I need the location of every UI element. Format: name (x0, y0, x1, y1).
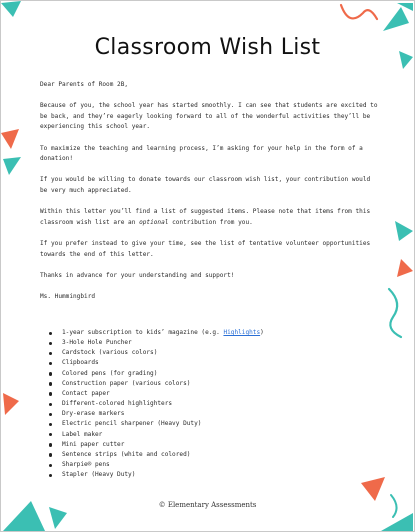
letter-signature: Ms. Hummingbird (40, 292, 96, 300)
wish-list-item: 3-Hole Hole Puncher (49, 338, 264, 348)
letter-paragraph-2: To maximize the teaching and learning process, I’m asking for your help in the form of a donation! (40, 144, 363, 163)
wish-list-item: Construction paper (various colors) (49, 379, 264, 389)
wish-list-item: Colored pens (for grading) (49, 369, 264, 379)
confetti-left-lower-decoration (1, 389, 23, 419)
letter-paragraph-4-emphasis: optional (139, 218, 169, 226)
letter-paragraph-5: If you prefer instead to give your time, see the list of tentative volunteer opportunities towards the end of this letter. (40, 239, 371, 258)
confetti-right-lower-decoration (381, 283, 415, 343)
letter-paragraph-4-text-a: Within this letter you’ll find a list of suggested items. Please note that items from this classroom wish list are an (40, 208, 371, 226)
letter-paragraph-4 (40, 207, 380, 228)
wish-list-item (49, 328, 264, 338)
wish-list-item: Clipboards (49, 358, 264, 368)
wish-list-item: Mini paper cutter (49, 440, 264, 450)
wish-list-item: Electric pencil sharpener (Heavy Duty) (49, 419, 264, 429)
confetti-right-middle-decoration (387, 219, 415, 281)
wish-list-item: Sharpie® pens (49, 460, 264, 470)
wish-list-item: Different-colored highlighters (49, 399, 264, 409)
confetti-left-middle-decoration (1, 127, 27, 179)
footer-copyright: © Elementary Assessments (158, 501, 257, 509)
wish-list-item: Sentence strips (white and colored) (49, 450, 264, 460)
letter-paragraph-4-text-b: contribution from you. (168, 218, 253, 226)
wish-list-item-text-suffix: ) (260, 329, 264, 336)
wish-list-item: Cardstock (various colors) (49, 348, 264, 358)
letter-greeting: Dear Parents of Room 2B, (40, 81, 129, 88)
letter-paragraph-3: If you would be willing to donate towards our classroom wish list, your contribution would be very much appreciated. (40, 176, 371, 194)
page-title: Classroom Wish List (94, 35, 321, 60)
letter-paragraph-6: Thanks in advance for your understanding and support! (40, 271, 235, 279)
confetti-top-left-decoration (0, 0, 39, 39)
wish-list-item: Contact paper (49, 389, 264, 399)
letter-paragraph-1: Because of you, the school year has started smoothly. I can see that students are excited to be back, and they’re eagerly looking forward to all of the wonderful activities they’ll be experiencing this school year. (40, 102, 378, 131)
wish-list-item: Stapler (Heavy Duty) (49, 470, 264, 480)
wish-list (49, 328, 264, 480)
highlights-link[interactable]: Highlights (223, 329, 261, 336)
letter-body (40, 80, 380, 313)
wish-list-item-text: 1-year subscription to kids’ magazine (e.g. (62, 329, 224, 336)
wish-list-item: Dry-erase markers (49, 409, 264, 419)
confetti-top-right-squiggle-decoration (339, 1, 414, 37)
wish-list-item: Label maker (49, 430, 264, 440)
